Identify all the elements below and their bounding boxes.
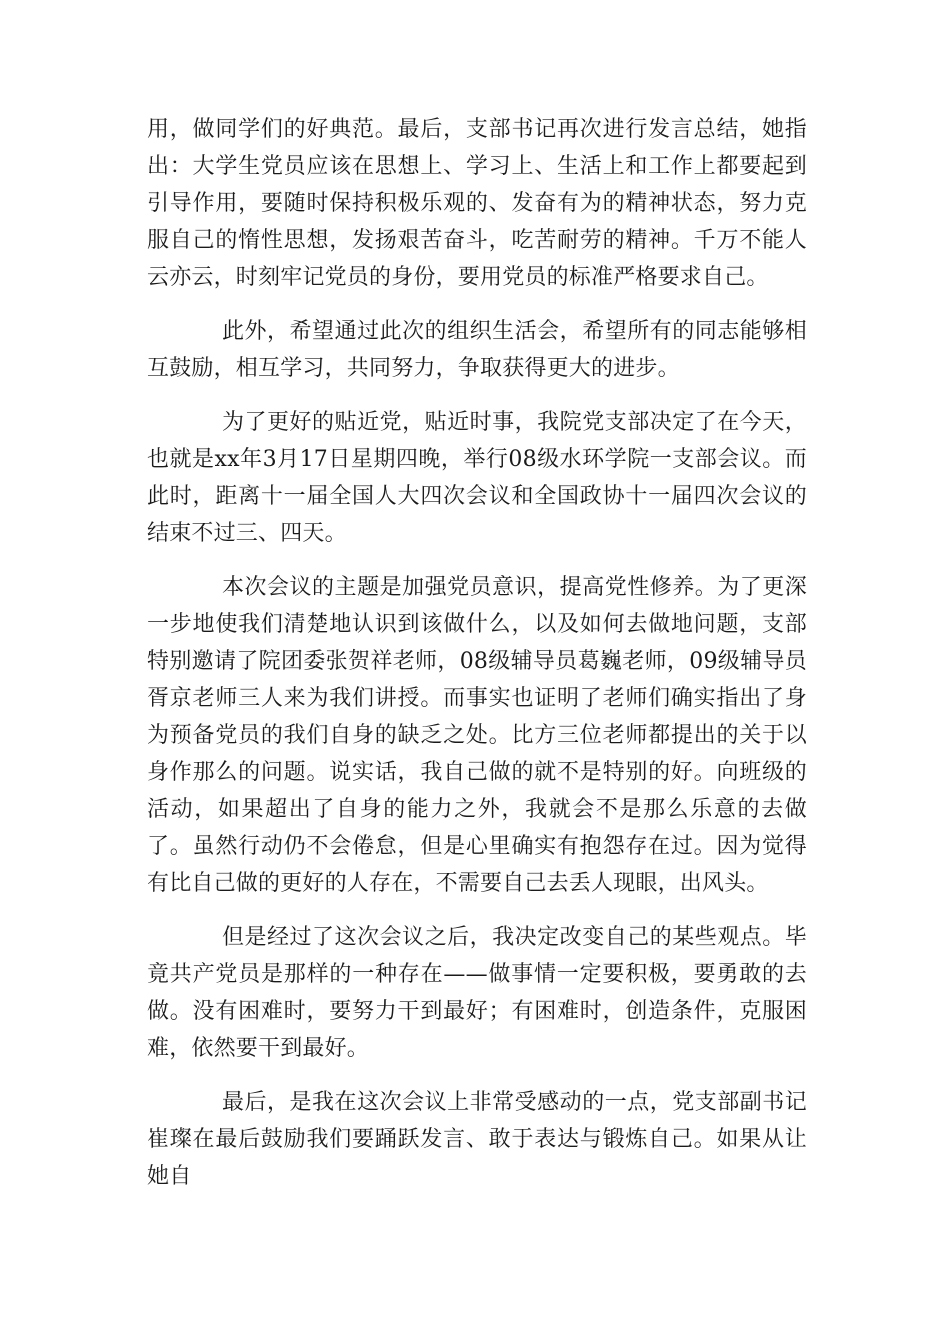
paragraph-5: 但是经过了这次会议之后，我决定改变自己的某些观点。毕竟共产党员是那样的一种存在——做事情一定要积极，要勇敢的去做。没有困难时，要努力干到最好；有困难时，创造条件，克服困难，依然要干到最好。	[147, 925, 807, 1061]
paragraph-4: 本次会议的主题是加强党员意识，提高党性修养。为了更深一步地使我们清楚地认识到该做什么，以及如何去做地问题，支部特别邀请了院团委张贺祥老师，08级辅导员葛巍老师，09级辅导员胥京老师三人来为我们讲授。而事实也证明了老师们确实指出了身为预备党员的我们自身的缺乏之处。比方三位老师都提出的关于以身作那么的问题。说实话，我自己做的就不是特别的好。向班级的活动，如果超出了自身的能力之外，我就会不是那么乐意的去做了。虽然行动仍不会倦怠，但是心里确实有抱怨存在过。因为觉得有比自己做的更好的人存在，不需要自己去丢人现眼，出风头。	[147, 575, 807, 896]
paragraph-2: 此外，希望通过此次的组织生活会，希望所有的同志能够相互鼓励，相互学习，共同努力，争取获得更大的进步。	[147, 319, 807, 381]
paragraph-6: 最后，是我在这次会议上非常受感动的一点，党支部副书记崔璨在最后鼓励我们要踊跃发言、敢于表达与锻炼自己。如果从让她自	[147, 1090, 807, 1189]
paragraph-1: 用，做同学们的好典范。最后，支部书记再次进行发言总结，她指出：大学生党员应该在思想上、学习上、生活上和工作上都要起到引导作用，要随时保持积极乐观的、发奋有为的精神状态，努力克服自己的惰性思想，发扬艰苦奋斗，吃苦耐劳的精神。千万不能人云亦云，时刻牢记党员的身份，要用党员的标准严格要求自己。	[147, 117, 807, 290]
document-body	[147, 111, 807, 1212]
paragraph-3: 为了更好的贴近党，贴近时事，我院党支部决定了在今天，也就是xx年3月17日星期四晚，举行08级水环学院一支部会议。而此时，距离十一届全国人大四次会议和全国政协十一届四次会议的结束不过三、四天。	[147, 410, 807, 546]
